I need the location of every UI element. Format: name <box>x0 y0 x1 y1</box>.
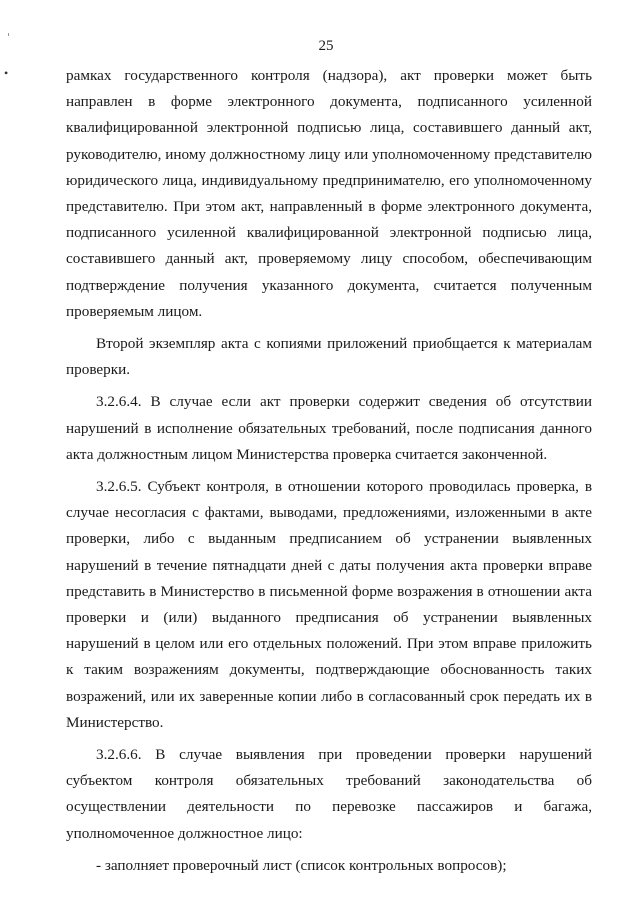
body-text <box>66 63 592 885</box>
paragraph-3: 3.2.6.4. В случае если акт проверки содержит сведения об отсутствии нарушений в исполнение обязательных требований, после подписания данного акта должностным лицом Министерства проверка считается законченной. <box>66 393 592 463</box>
paragraph-5: 3.2.6.6. В случае выявления при проведении проверки нарушений субъектом контроля обязательных требований законодательства об осуществлении деятельности по перевозке пассажиров и багажа, уполномоченное должностное лицо: <box>66 746 592 842</box>
paragraph-2: Второй экземпляр акта с копиями приложений приобщается к материалам проверки. <box>66 335 592 379</box>
paragraph-6: - заполняет проверочный лист (список контрольных вопросов); <box>96 856 507 874</box>
page-number: 25 <box>318 38 334 54</box>
paragraph-4: 3.2.6.5. Субъект контроля, в отношении которого проводилась проверка, в случае несогласия с фактами, выводами, предложениями, изложенными в акте проверки, либо с выданным предписанием об устранении выявленных нарушений в течение пятнадцати дней с даты получения акта проверки вправе представить в Министерство в письменной форме возражения в отношении акта проверки и (или) выданного предписания об устранении выявленных нарушений в целом или его отдельных положений. При этом вправе приложить к таким возражениям документы, подтверждающие обоснованность таких возражений, или их заверенные копии либо в согласованный срок передать их в Министерство. <box>66 478 592 731</box>
scan-dot-icon: • <box>4 66 9 80</box>
paragraph-1: рамках государственного контроля (надзора), акт проверки может быть направлен в форме электронного документа, подписанного усиленной квалифицированной электронной подписью лица, составившего данный акт, руководителю, иному должностному лицу или уполномоченному представителю юридического лица, индивидуальному предпринимателю, его уполномоченному представителю. При этом акт, направленный в форме электронного документа, подписанного усиленной квалифицированной электронной подписью лица, составившего данный акт, проверяемому лицу способом, обеспечивающим подтверждение получения указанного документа, считается полученным проверяемым лицом. <box>66 67 592 320</box>
